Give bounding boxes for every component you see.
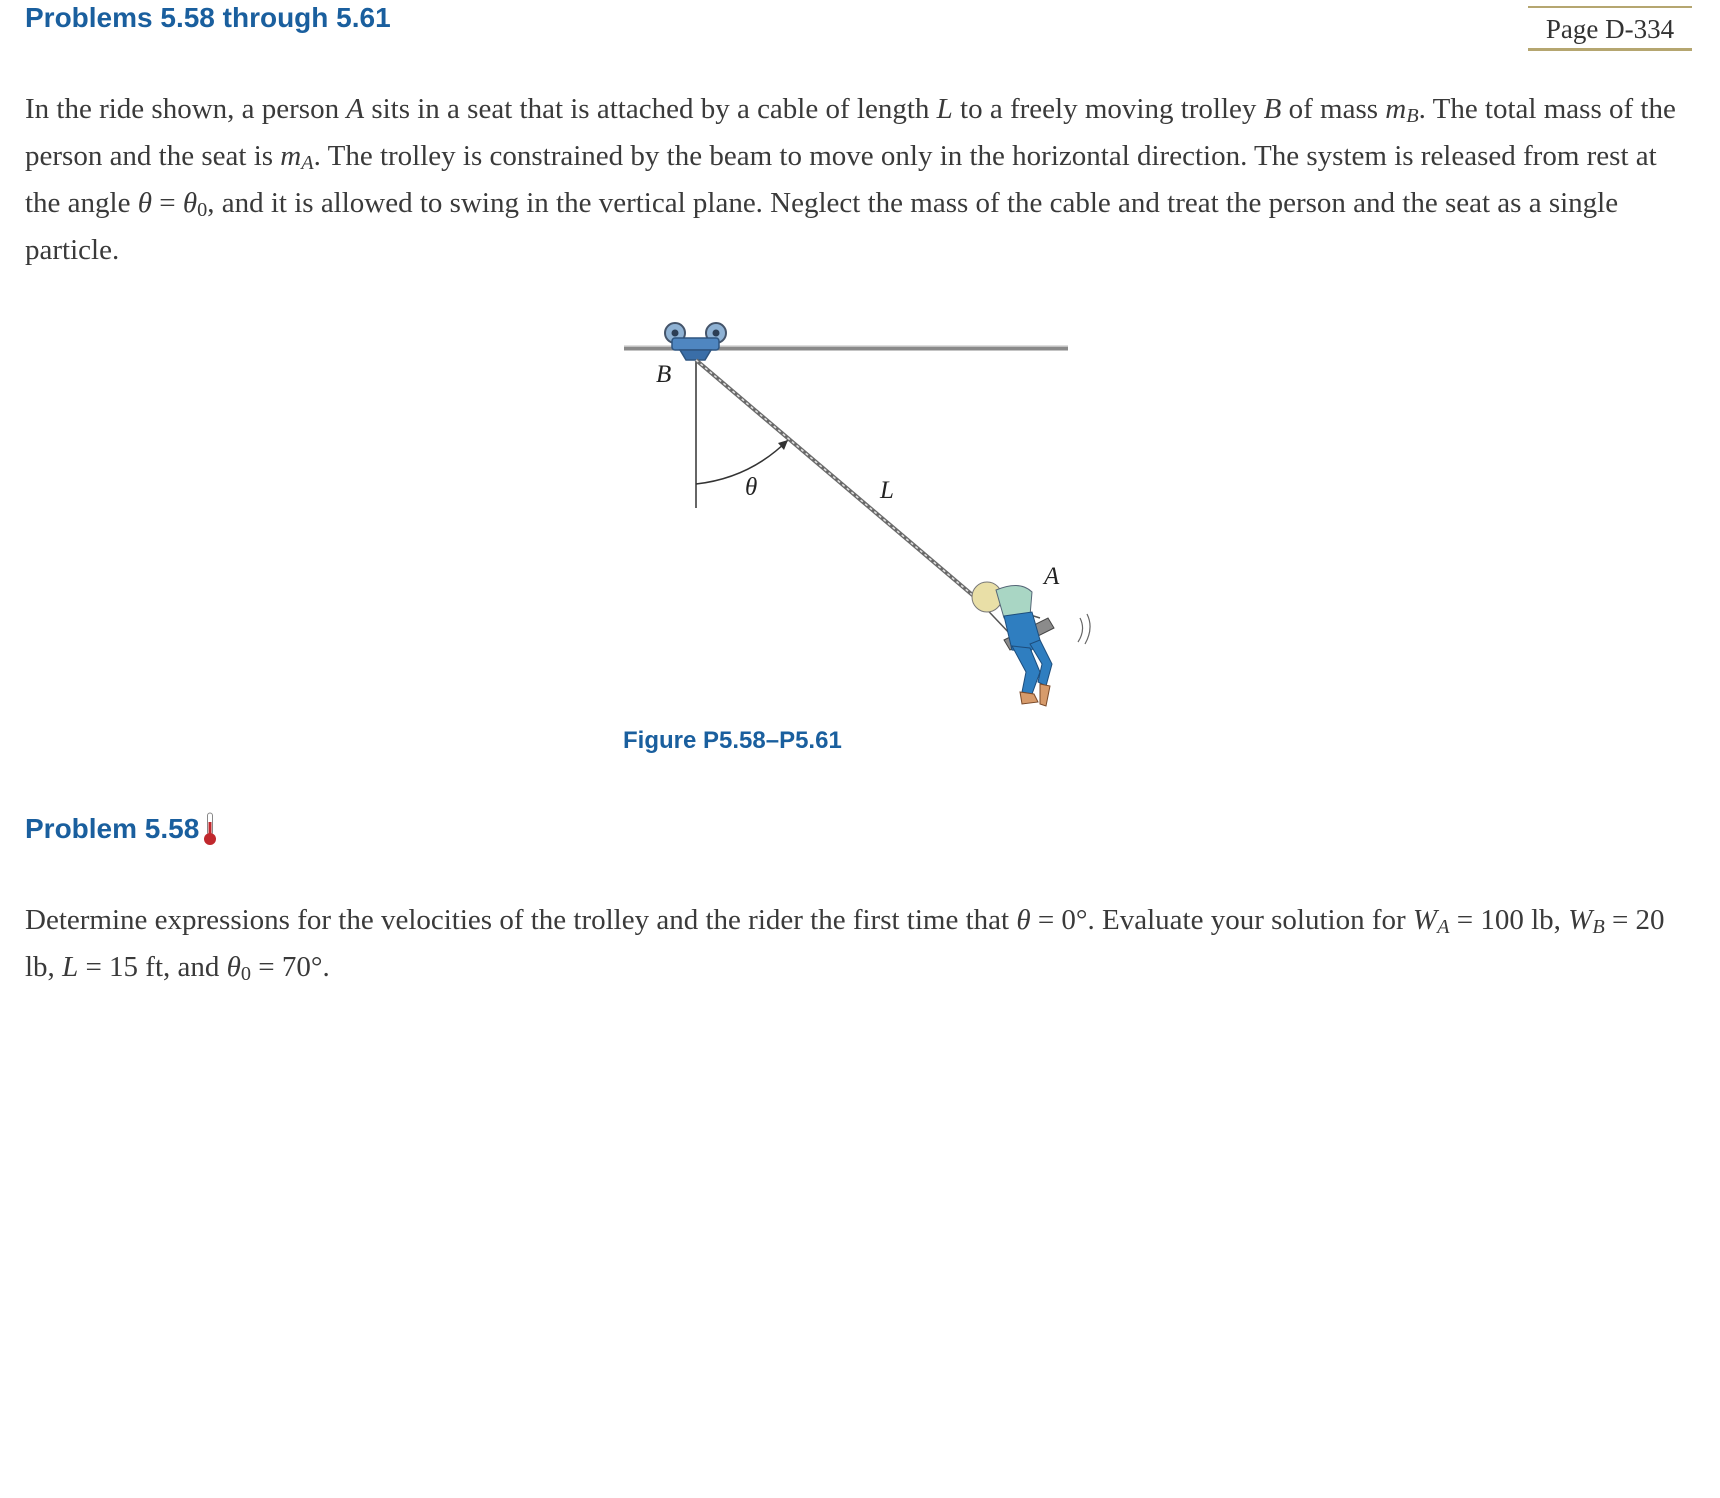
label-theta: θ [745,474,758,501]
cable [696,360,976,598]
trolley-icon [665,323,726,360]
label-B: B [656,361,672,388]
thermometer-icon [203,812,217,853]
rider-icon [972,582,1090,706]
label-L: L [880,477,894,504]
problem-heading-text: Problem 5.58 [25,813,200,844]
intro-paragraph: In the ride shown, a person A sits in a seat that is attached by a cable of length L to a freely moving trolley B of mass $m_B$. The total mass of the person and the seat is $m_A$. The trolley is constrained by the beam to move only in the horizontal direction. The system is released from rest at the angle $\theta = \theta_0$, and it is allowed to swing in the vertical plane. Neglect the mass of the cable and treat the person and the seat as a single particle. [25,93,1676,266]
angle-arc [696,440,788,484]
swing-ride-figure [600,300,1120,720]
page-number-label: Page D-334 [1528,6,1692,51]
label-A: A [1044,563,1060,590]
figure-caption: Figure P5.58–P5.61 [623,727,842,754]
problem-heading [25,812,217,853]
problem-statement: Determine expressions for the velocities of the trolley and the rider the first time that θ = 0°. Evaluate your solution for $W_A = 100$ lb, $W_B = 20$ lb, L = 15 ft, and $\theta_0 = 70^\circ$. [25,904,1665,985]
section-title: Problems 5.58 through 5.61 [25,2,391,33]
